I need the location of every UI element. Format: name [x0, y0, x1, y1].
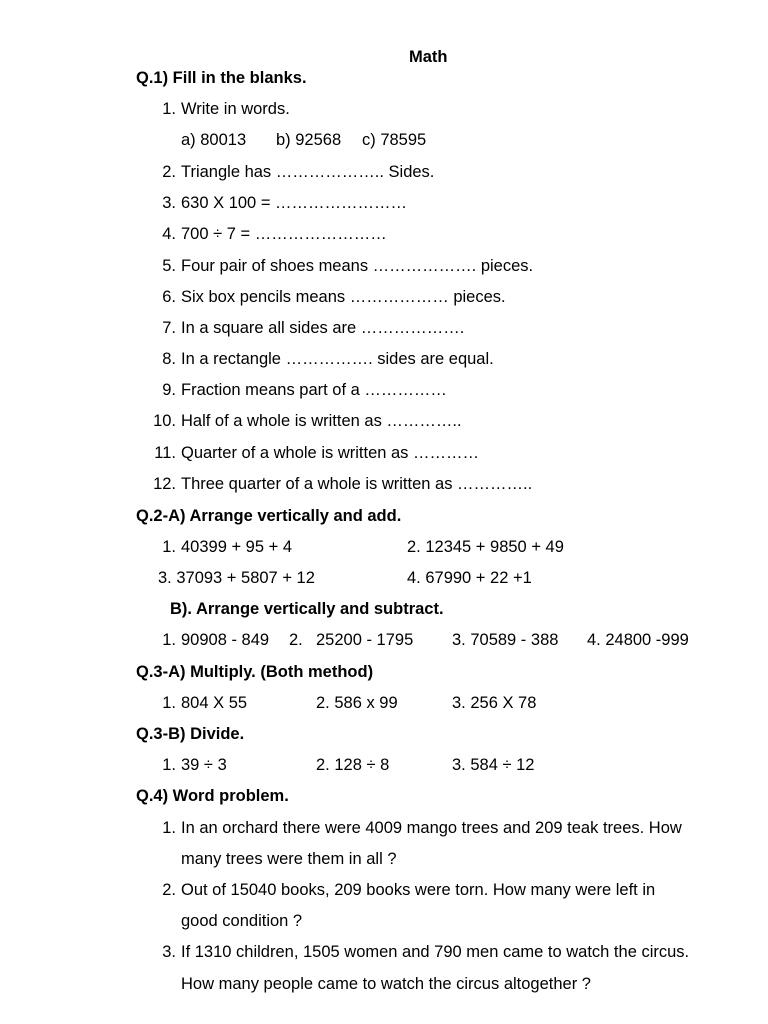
page-title: Math: [409, 48, 448, 66]
q1-num-8: 8.: [162, 350, 176, 368]
q1-item-6: Six box pencils means ……………… pieces.: [181, 288, 506, 306]
q2b-item-3: 3. 70589 - 388: [452, 631, 559, 649]
q1-item-12: Three quarter of a whole is written as …………..: [181, 475, 533, 493]
q1-heading: Q.1) Fill in the blanks.: [136, 69, 307, 87]
q2b-num-1: 1.: [162, 631, 176, 649]
q1-num-1: 1.: [162, 100, 176, 118]
q2b-item-4: 4. 24800 -999: [587, 631, 689, 649]
q1-num-7: 7.: [162, 319, 176, 337]
words-b: b) 92568: [276, 131, 342, 149]
q2a-heading: Q.2-A) Arrange vertically and add.: [136, 507, 402, 525]
q4-problem-2-line-1: Out of 15040 books, 209 books were torn. How many were left in: [181, 881, 656, 899]
q3b-heading: Q.3-B) Divide.: [136, 725, 245, 743]
q1-num-11: 11.: [154, 444, 176, 462]
q2a-num-1: 1.: [162, 538, 176, 556]
q1-item-7: In a square all sides are ……………….: [181, 319, 465, 337]
q2b-heading: B). Arrange vertically and subtract.: [170, 600, 444, 618]
q1-num-5: 5.: [162, 257, 176, 275]
q1-num-4: 4.: [162, 225, 176, 243]
q2b-item-1: 90908 - 849: [181, 631, 270, 649]
q4-problem-3-line-2: How many people came to watch the circus altogether ?: [181, 975, 591, 993]
q3a-item-2: 2. 586 x 99: [316, 694, 398, 712]
q4-problem-1-line-2: many trees were them in all ?: [181, 850, 397, 868]
q2a-item-2: 2. 12345 + 9850 + 49: [407, 538, 564, 556]
q1-num-2: 2.: [162, 163, 176, 181]
q4-num-2: 2.: [162, 881, 176, 899]
q1-num-12: 12.: [153, 475, 176, 493]
q1-item-10: Half of a whole is written as …………..: [181, 412, 462, 430]
q3a-heading: Q.3-A) Multiply. (Both method): [136, 663, 374, 681]
q4-heading: Q.4) Word problem.: [136, 787, 289, 805]
q3b-item-1: 39 ÷ 3: [181, 756, 227, 774]
q1-item-3: 630 X 100 = ……………………: [181, 194, 408, 212]
q3a-item-3: 3. 256 X 78: [452, 694, 537, 712]
q2a-item-3: 3. 37093 + 5807 + 12: [158, 569, 315, 587]
q3b-item-2: 2. 128 ÷ 8: [316, 756, 390, 774]
q3a-item-1: 804 X 55: [181, 694, 248, 712]
q1-num-10: 10.: [153, 412, 176, 430]
q4-problem-2-line-2: good condition ?: [181, 912, 303, 930]
q3b-num-1: 1.: [162, 756, 176, 774]
q1-item-5: Four pair of shoes means ………………. pieces.: [181, 257, 534, 275]
q1-num-9: 9.: [162, 381, 176, 399]
q1-item-2: Triangle has ……………….. Sides.: [181, 163, 435, 181]
words-c: c) 78595: [362, 131, 427, 149]
q1-item-9: Fraction means part of a ……………: [181, 381, 447, 399]
q4-problem-1-line-1: In an orchard there were 4009 mango trees and 209 teak trees. How: [181, 819, 682, 837]
q1-item-11: Quarter of a whole is written as …………: [181, 444, 480, 462]
words-a: a) 80013: [181, 131, 247, 149]
q2b-item-2: 25200 - 1795: [316, 631, 414, 649]
q1-item-8: In a rectangle ……………. sides are equal.: [181, 350, 494, 368]
q4-problem-3-line-1: If 1310 children, 1505 women and 790 men came to watch the circus.: [181, 943, 690, 961]
q1-num-3: 3.: [162, 194, 176, 212]
q2a-item-4: 4. 67990 + 22 +1: [407, 569, 532, 587]
q4-num-1: 1.: [162, 819, 176, 837]
q2b-num-2: 2.: [289, 631, 303, 649]
q3b-item-3: 3. 584 ÷ 12: [452, 756, 535, 774]
q1-num-6: 6.: [162, 288, 176, 306]
q1-item-4: 700 ÷ 7 = ……………………: [181, 225, 387, 243]
q4-num-3: 3.: [162, 943, 176, 961]
q2a-item-1: 40399 + 95 + 4: [181, 538, 293, 556]
q1-item-1: Write in words.: [181, 100, 290, 118]
q3a-num-1: 1.: [162, 694, 176, 712]
